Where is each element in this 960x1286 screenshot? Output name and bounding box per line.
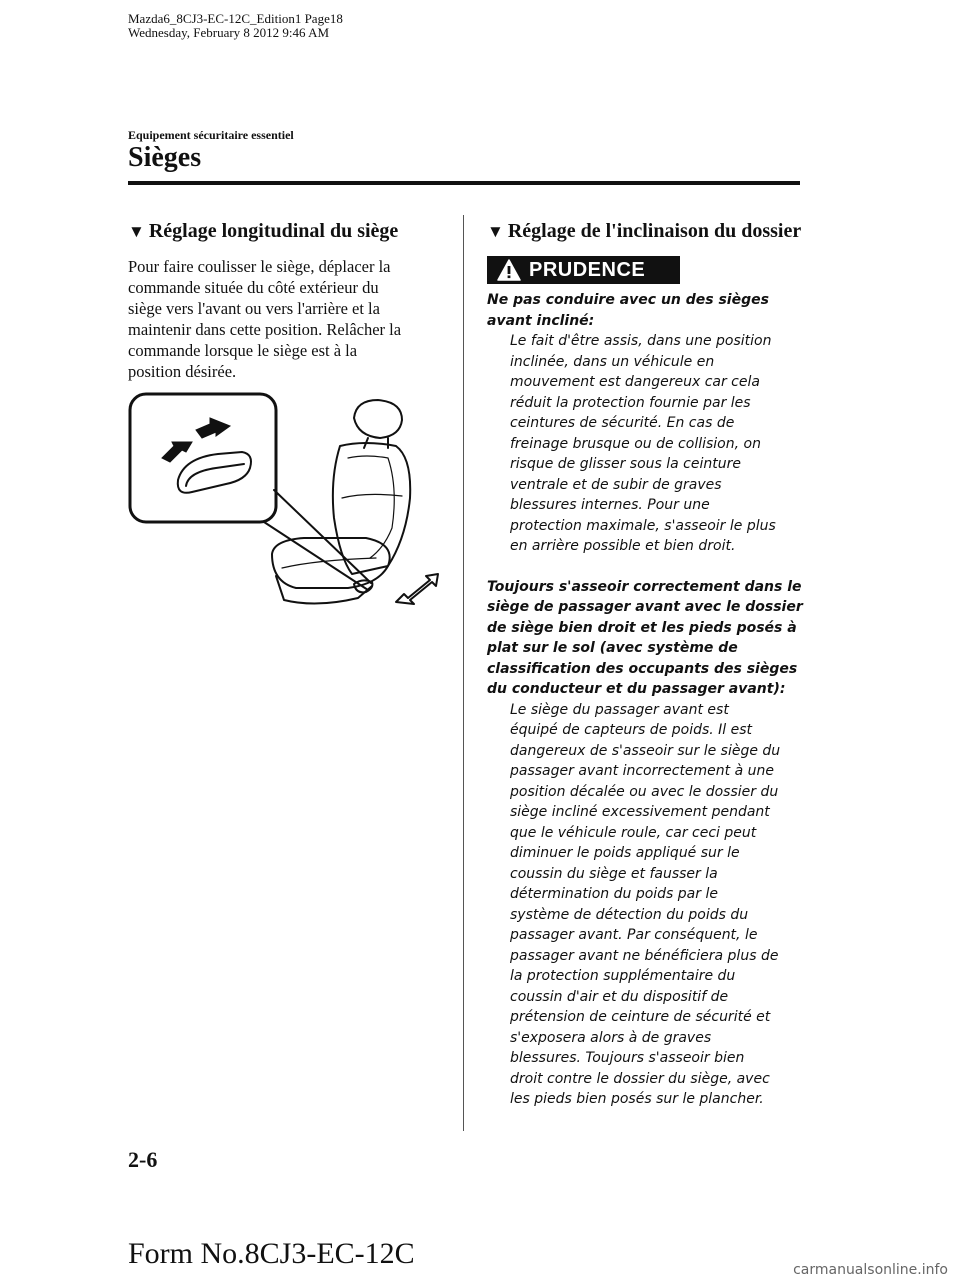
warning-line: la protection supplémentaire du bbox=[510, 968, 736, 984]
seat-adjustment-illustration bbox=[126, 388, 446, 623]
warning-line: prétension de ceinture de sécurité et bbox=[510, 1009, 771, 1025]
warning-line: coussin d'air et du dispositif de bbox=[510, 988, 729, 1005]
warning-block bbox=[487, 577, 807, 1110]
caution-label: PRUDENCE bbox=[529, 258, 646, 281]
body-line: commande lorsque le siège est à la bbox=[128, 341, 358, 360]
warning-line: blessures internes. Pour une bbox=[510, 497, 710, 513]
seat-illustration-icon bbox=[126, 388, 446, 618]
left-section-heading bbox=[128, 220, 398, 243]
warning-heading-line: plat sur le sol (avec système de bbox=[487, 640, 738, 656]
warning-line: en arrière possible et bien droit. bbox=[510, 538, 736, 554]
warning-heading-line: siège de passager avant avec le dossier bbox=[487, 599, 803, 615]
warning-body bbox=[487, 331, 807, 557]
warning-line: passager avant ne bénéficiera plus de bbox=[510, 947, 779, 964]
warning-line: dangereux de s'asseoir sur le siège du bbox=[510, 742, 781, 759]
warning-line: s'exposera alors à de graves bbox=[510, 1029, 712, 1046]
warning-line: les pieds bien posés sur le plancher. bbox=[510, 1091, 764, 1107]
column-divider bbox=[463, 215, 464, 1131]
warning-heading-line: avant incliné: bbox=[487, 312, 595, 329]
warning-line: que le véhicule roule, car ceci peut bbox=[510, 824, 757, 841]
warning-line: passager avant. Par conséquent, le bbox=[510, 927, 758, 943]
body-line: Pour faire coulisser le siège, déplacer la bbox=[128, 257, 391, 276]
warning-heading-line: du conducteur et du passager avant): bbox=[487, 681, 786, 697]
warning-line: ventrale et de subir de graves bbox=[510, 476, 722, 493]
warning-heading-line: classification des occupants des sièges bbox=[487, 660, 798, 677]
warning-line: freinage brusque ou de collision, on bbox=[510, 435, 761, 452]
warning-heading-line: Toujours s'asseoir correctement dans le bbox=[487, 578, 802, 595]
warning-spacer bbox=[487, 557, 807, 577]
warning-line: équipé de capteurs de poids. Il est bbox=[510, 722, 753, 738]
print-header-date: Wednesday, February 8 2012 9:46 AM bbox=[128, 25, 330, 40]
warning-body bbox=[487, 700, 807, 1110]
form-number: Form No.8CJ3-EC-12C bbox=[128, 1237, 415, 1270]
warning-line: coussin du siège et fausser la bbox=[510, 865, 718, 882]
caution-text bbox=[487, 290, 807, 1110]
warning-line: système de détection du poids du bbox=[510, 906, 749, 923]
warning-triangle-icon bbox=[497, 259, 521, 281]
print-header bbox=[128, 12, 343, 40]
warning-line: passager avant incorrectement à une bbox=[510, 763, 774, 779]
section-label: Equipement sécuritaire essentiel bbox=[128, 128, 294, 142]
warning-block bbox=[487, 290, 807, 557]
warning-line: mouvement est dangereux car cela bbox=[510, 374, 760, 390]
warning-line: diminuer le poids appliqué sur le bbox=[510, 845, 740, 861]
warning-line: protection maximale, s'asseoir le plus bbox=[510, 517, 776, 534]
left-body-text bbox=[128, 256, 448, 382]
right-heading-text: Réglage de l'inclinaison du dossier bbox=[507, 220, 802, 242]
warning-line: inclinée, dans un véhicule en bbox=[510, 353, 715, 370]
warning-line: risque de glisser sous la ceinture bbox=[510, 456, 741, 472]
warning-heading-line: de siège bien droit et les pieds posés à bbox=[487, 619, 797, 636]
right-section-heading bbox=[487, 220, 801, 243]
watermark: carmanualsonline.info bbox=[793, 1262, 948, 1278]
body-line: siège vers l'avant ou vers l'arrière et la bbox=[128, 299, 380, 318]
body-line: commande située du côté extérieur du bbox=[128, 278, 379, 297]
caution-badge bbox=[487, 256, 680, 284]
section-marker-icon: ▼ bbox=[487, 222, 504, 241]
warning-line: Le siège du passager avant est bbox=[510, 701, 729, 718]
body-line: maintenir dans cette position. Relâcher la bbox=[128, 320, 402, 339]
body-line: position désirée. bbox=[128, 362, 237, 381]
title-rule bbox=[128, 181, 800, 185]
warning-line: droit contre le dossier du siège, avec bbox=[510, 1070, 770, 1087]
page-number: 2-6 bbox=[128, 1147, 158, 1172]
warning-line: siège incliné excessivement pendant bbox=[510, 804, 770, 820]
warning-line: détermination du poids par le bbox=[510, 886, 718, 902]
left-heading-text: Réglage longitudinal du siège bbox=[148, 220, 399, 242]
warning-heading bbox=[487, 290, 807, 331]
warning-heading bbox=[487, 577, 807, 700]
warning-line: position décalée ou avec le dossier du bbox=[510, 783, 779, 800]
page-title: Sièges bbox=[128, 142, 202, 173]
warning-heading-line: Ne pas conduire avec un des sièges bbox=[487, 292, 769, 308]
warning-line: Le fait d'être assis, dans une position bbox=[510, 333, 772, 349]
section-marker-icon: ▼ bbox=[128, 222, 145, 241]
print-header-file: Mazda6_8CJ3-EC-12C_Edition1 Page18 bbox=[128, 11, 343, 26]
warning-line: ceintures de sécurité. En cas de bbox=[510, 415, 735, 431]
warning-line: réduit la protection fournie par les bbox=[510, 394, 751, 411]
warning-line: blessures. Toujours s'asseoir bien bbox=[510, 1050, 745, 1066]
